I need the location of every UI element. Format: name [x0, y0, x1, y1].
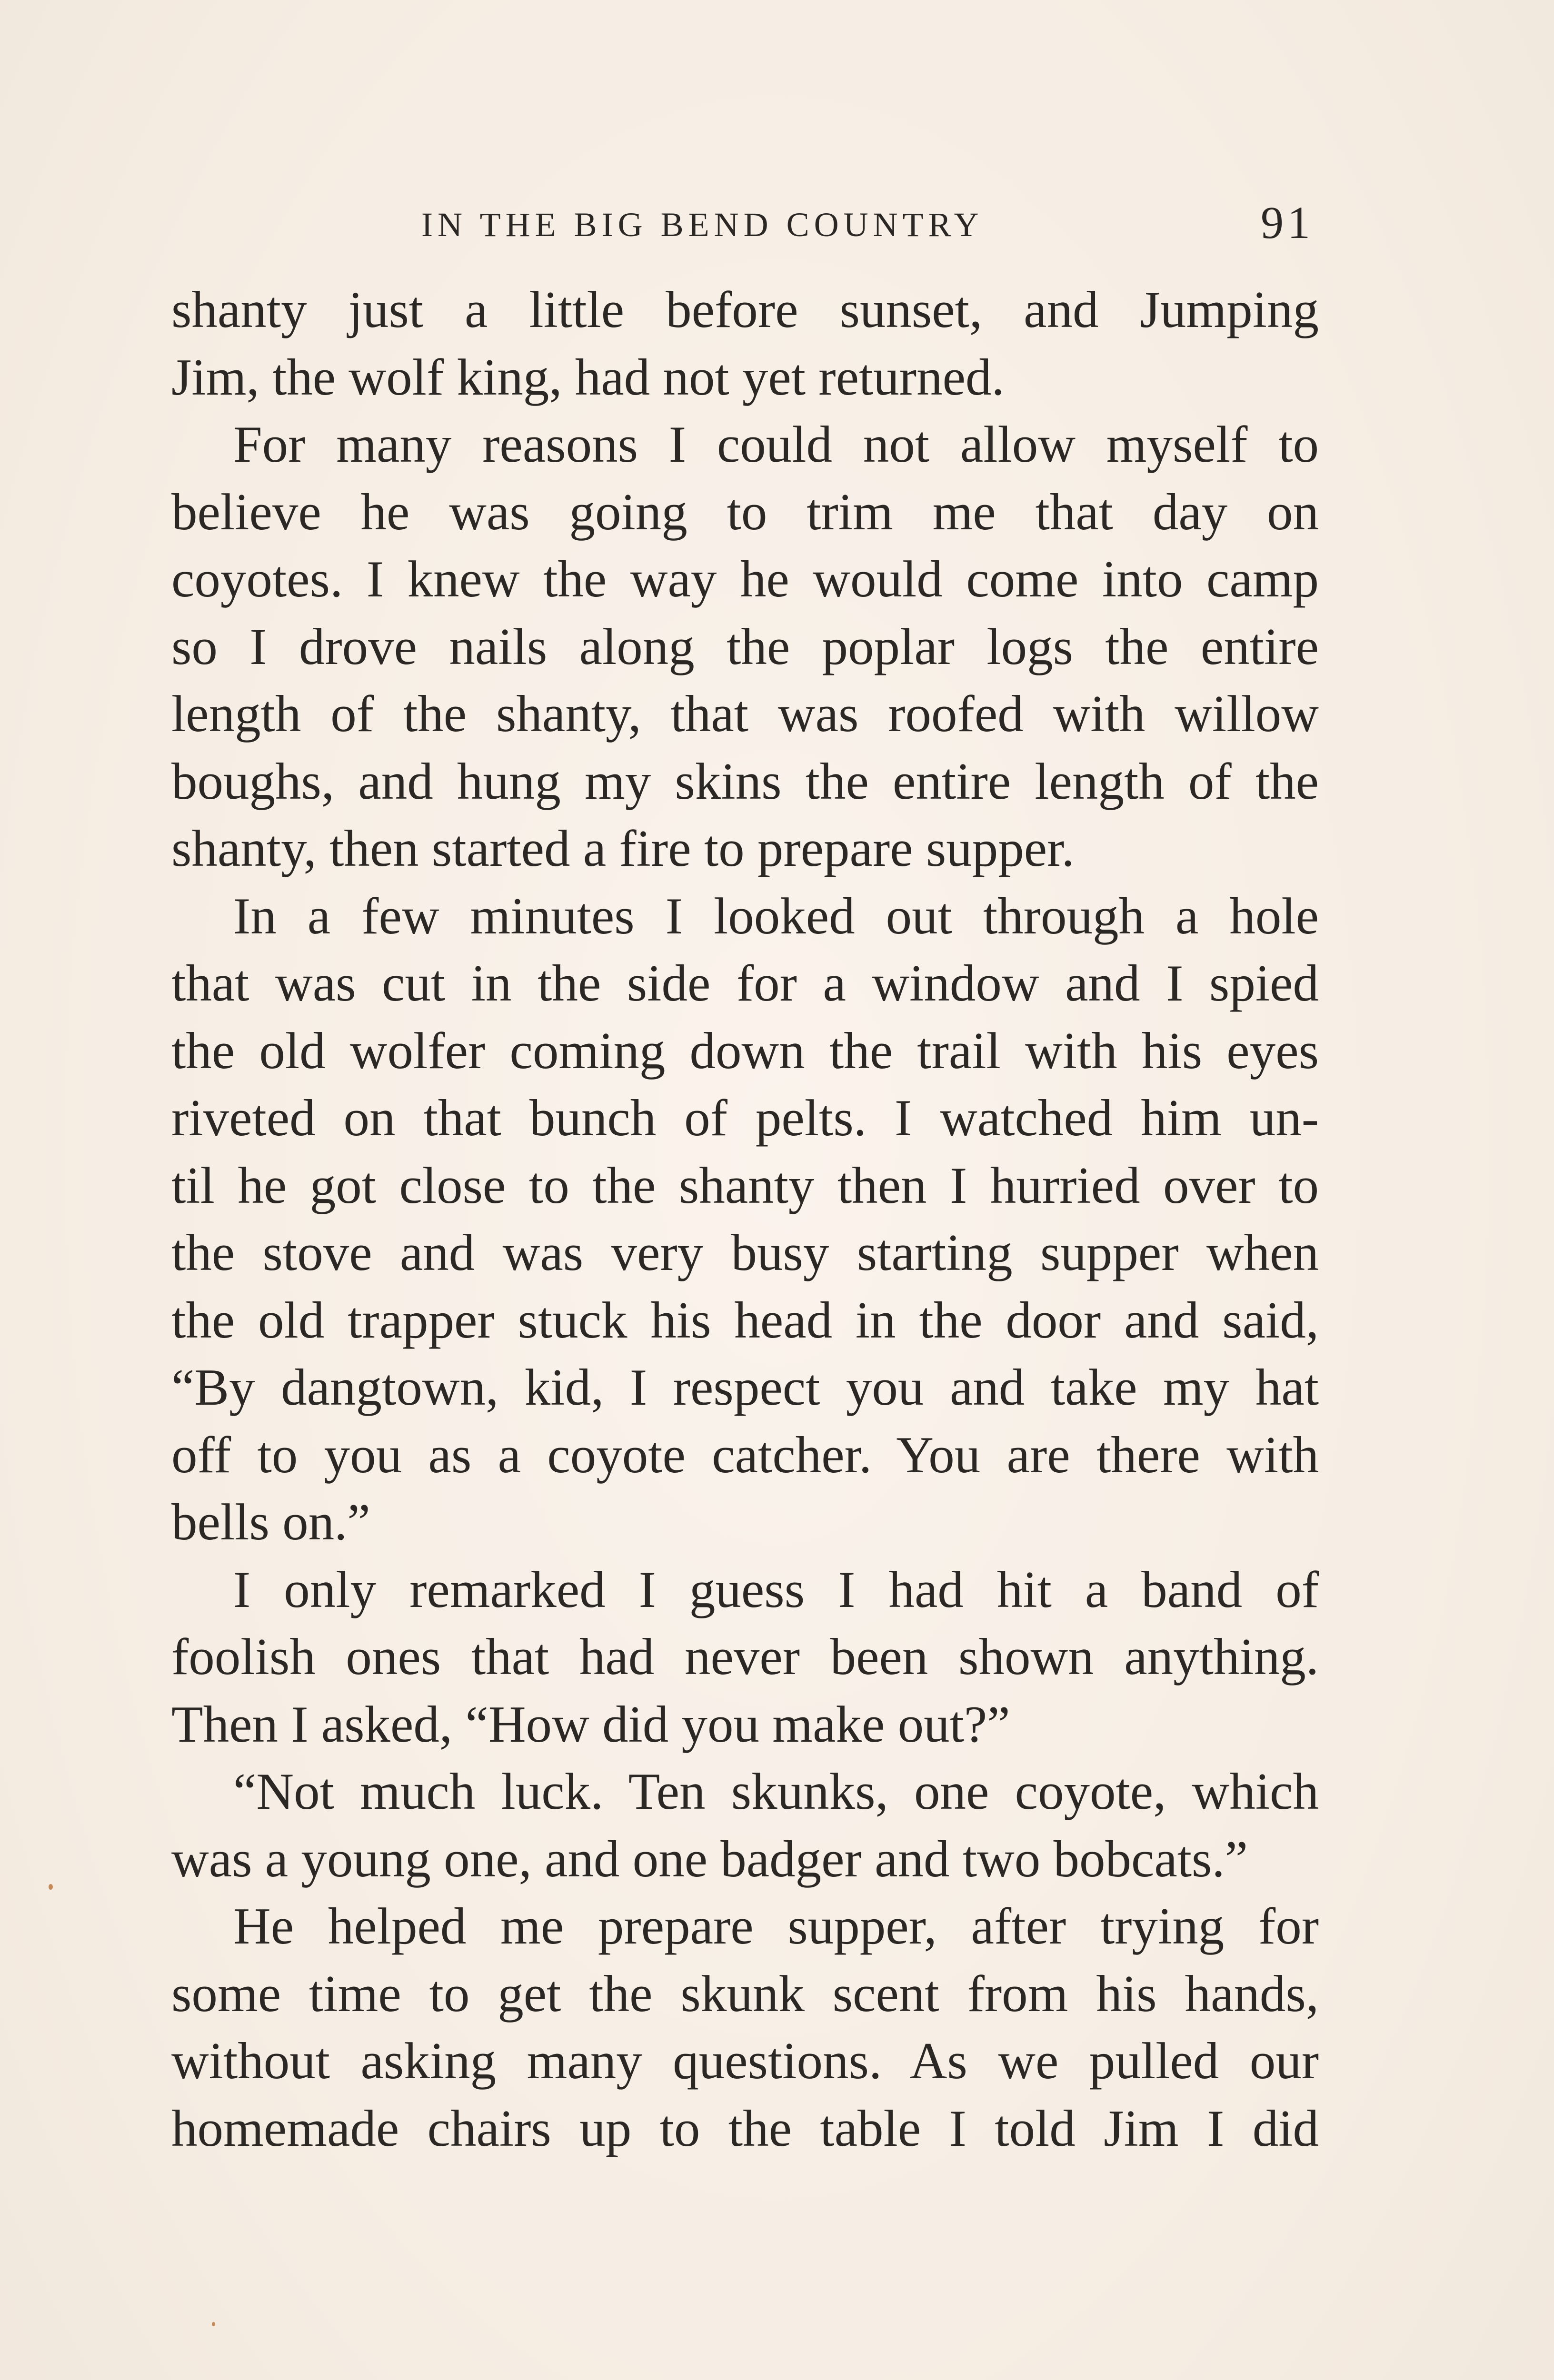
running-title: IN THE BIG BEND COUNTRY [421, 206, 984, 244]
text-line: homemade chairs up to the table I told Jim I did [171, 2099, 1319, 2157]
text-line: boughs, and hung my skins the entire length of the [171, 752, 1319, 810]
text-line: without asking many questions. As we pulled our [171, 2032, 1319, 2090]
text-line: I only remarked I guess I had hit a band of [233, 1560, 1319, 1618]
text-line: For many reasons I could not allow myself to [233, 416, 1319, 473]
text-line: riveted on that bunch of pelts. I watched him un- [171, 1089, 1319, 1147]
text-line: til he got close to the shanty then I hurried over to [171, 1156, 1319, 1214]
page-number: 91 [1261, 197, 1314, 248]
text-line: shanty, then started a fire to prepare supper. [171, 820, 1075, 877]
text-line: so I drove nails along the poplar logs the entire [171, 617, 1319, 675]
text-line: “By dangtown, kid, I respect you and take my hat [171, 1359, 1319, 1416]
text-line: that was cut in the side for a window and I spied [171, 954, 1319, 1012]
text-line: length of the shanty, that was roofed with willow [171, 685, 1319, 743]
paper-speck [49, 1884, 53, 1890]
text-line: foolish ones that had never been shown anything. [171, 1628, 1319, 1686]
text-line: bells on.” [171, 1493, 370, 1551]
text-line: coyotes. I knew the way he would come into camp [171, 550, 1319, 608]
text-line: believe he was going to trim me that day on [171, 483, 1319, 541]
body-text [171, 276, 1319, 2162]
text-line: off to you as a coyote catcher. You are there with [171, 1426, 1319, 1484]
text-line: shanty just a little before sunset, and Jumping [171, 281, 1319, 338]
text-line: “Not much luck. Ten skunks, one coyote, which [233, 1763, 1319, 1820]
text-line: the stove and was very busy starting supper when [171, 1224, 1319, 1281]
text-line: He helped me prepare supper, after trying for [233, 1897, 1319, 1955]
text-line: In a few minutes I looked out through a hole [233, 887, 1319, 945]
text-line: some time to get the skunk scent from his hands, [171, 1964, 1319, 2023]
text-line: Jim, the wolf king, had not yet returned. [171, 348, 1005, 406]
paper-speck [212, 2322, 215, 2326]
running-head [171, 197, 1314, 248]
text-line: the old trapper stuck his head in the door and said, [171, 1291, 1319, 1349]
text-line: was a young one, and one badger and two bobcats.” [171, 1830, 1248, 1888]
text-line: Then I asked, “How did you make out?” [171, 1695, 1010, 1753]
text-line: the old wolfer coming down the trail with his eyes [171, 1021, 1319, 1080]
